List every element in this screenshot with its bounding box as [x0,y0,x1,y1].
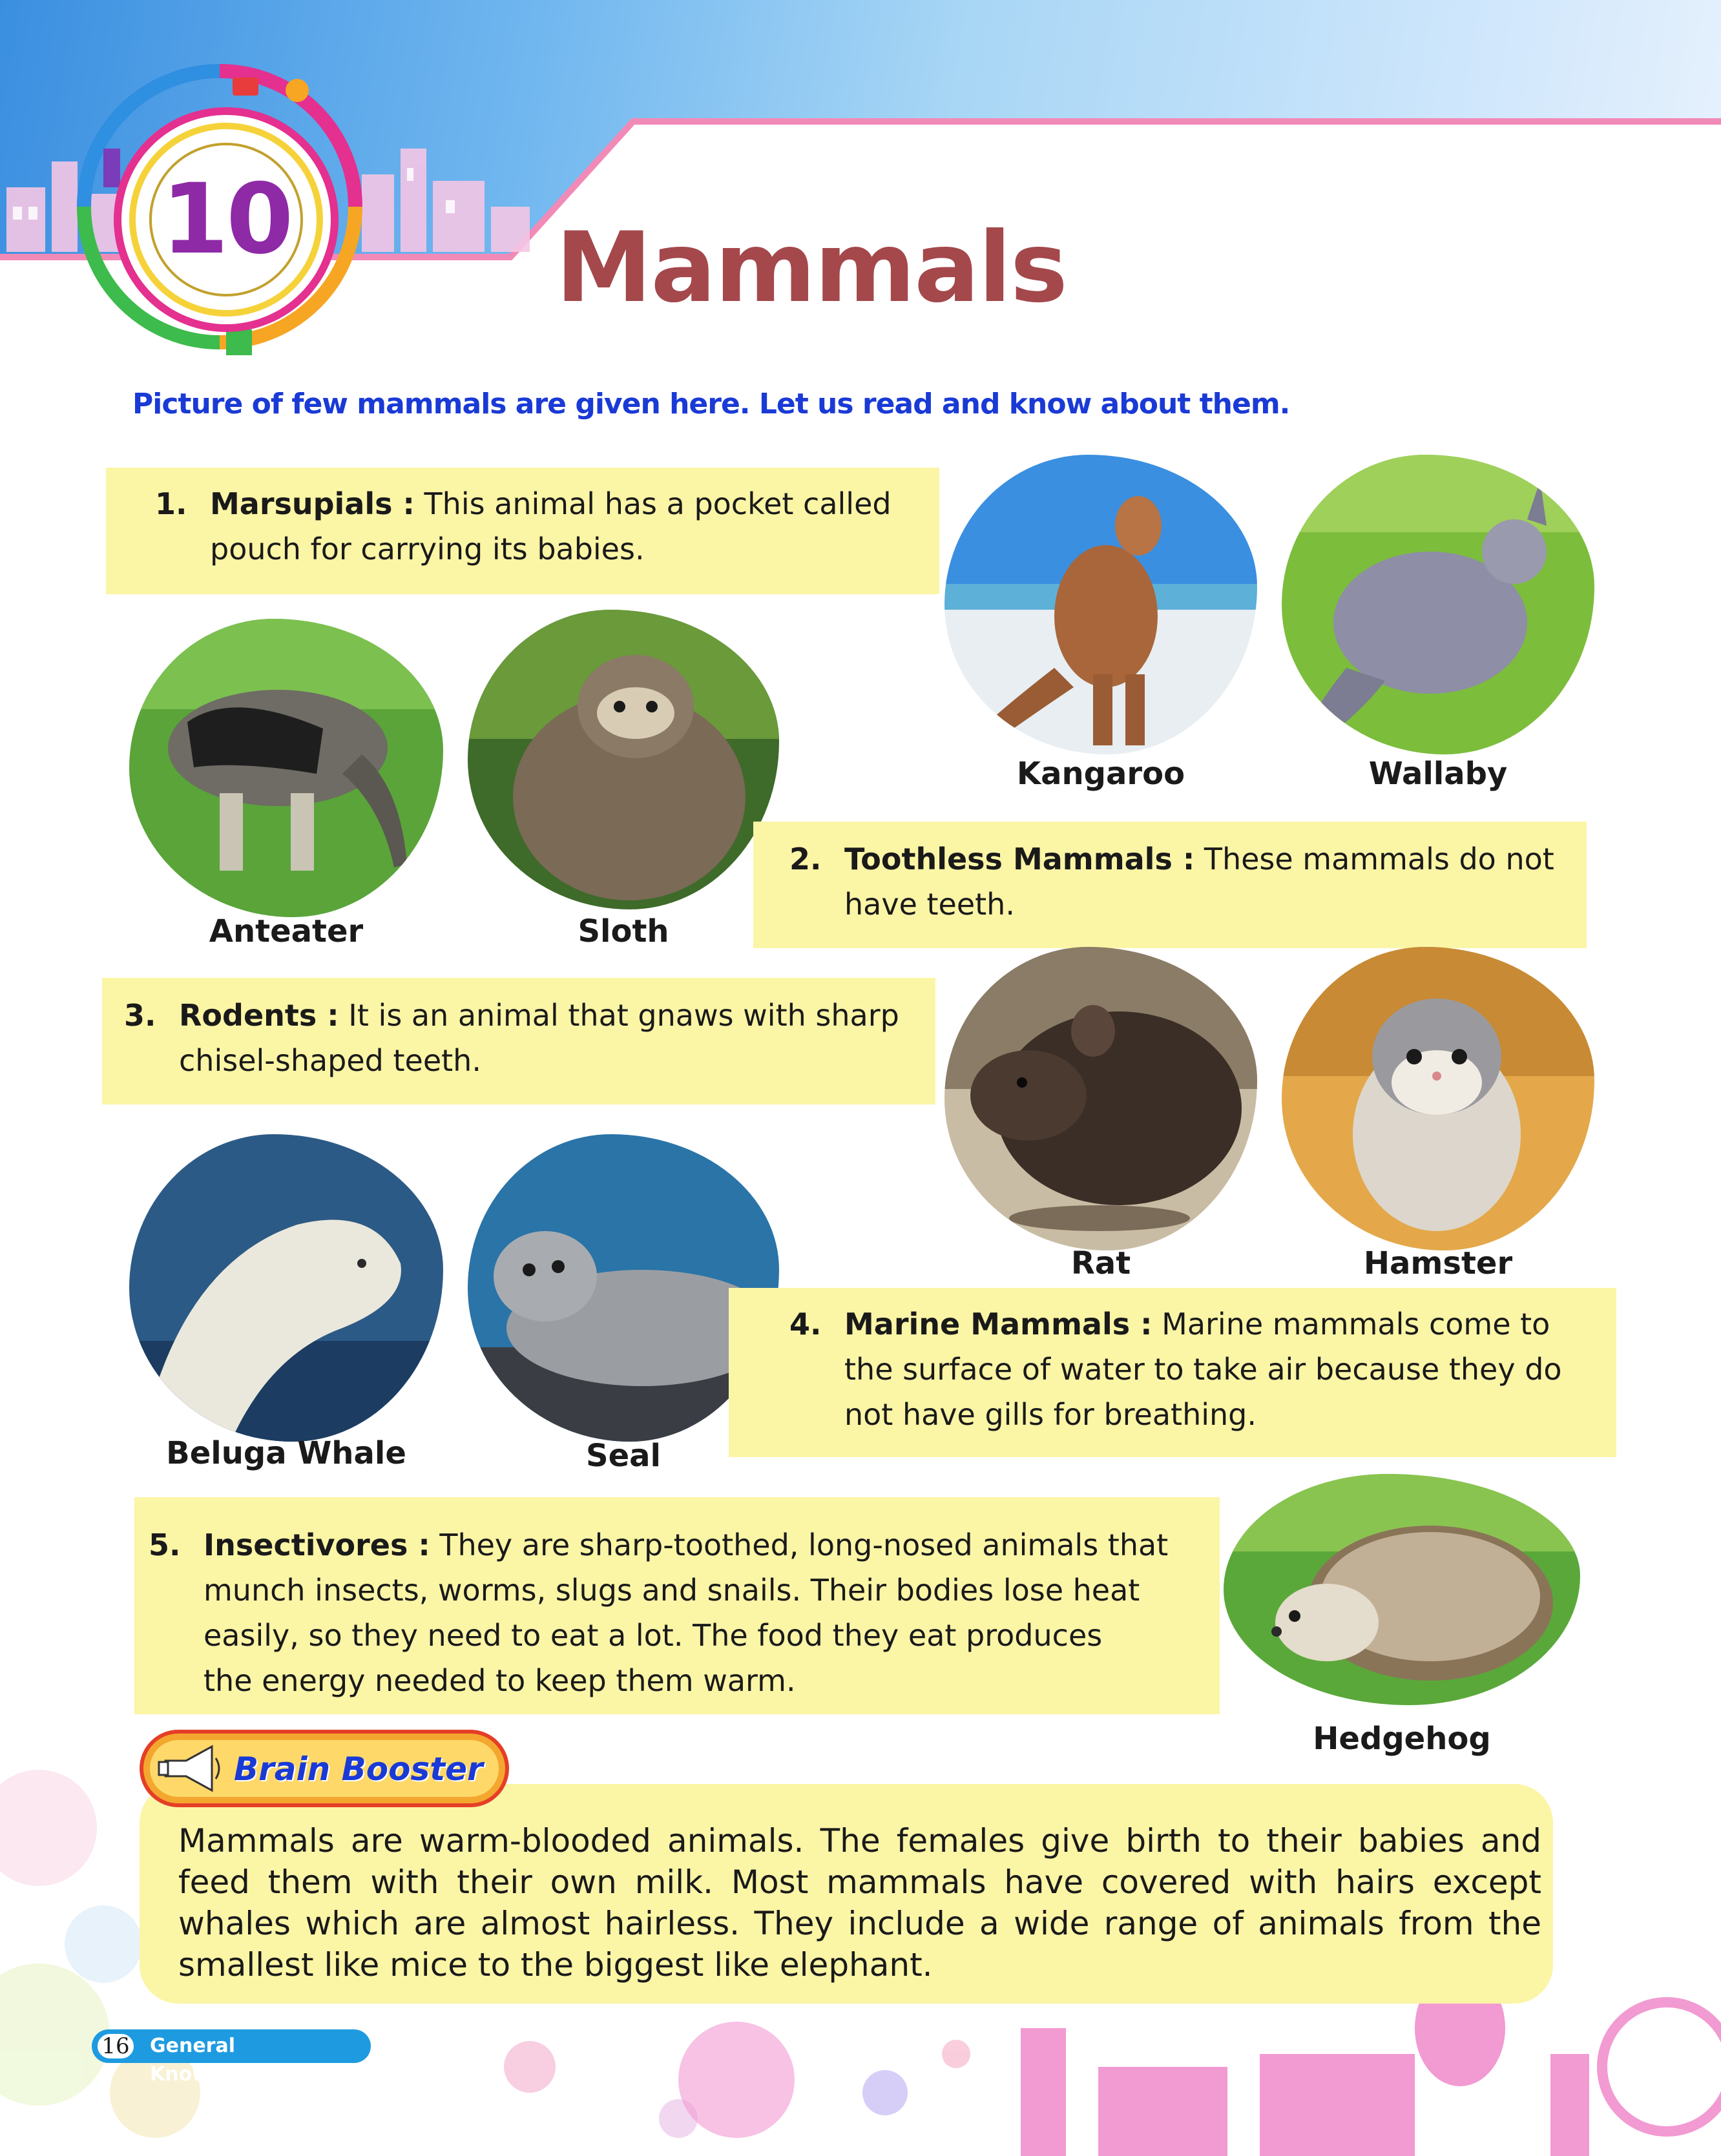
section-term: Toothless Mammals : [844,842,1195,876]
animal-caption: Hamster [1363,1245,1513,1281]
section-marsupials [155,481,927,585]
section-number: 3. [124,998,156,1033]
section-text-line: pouch for carrying its babies. [210,532,645,566]
section-text-line: munch insects, worms, slugs and snails. Their bodies lose heat [203,1573,1140,1608]
sloth-photo [468,610,779,909]
animal-caption: Rat [1070,1245,1131,1281]
beluga-whale-photo [129,1134,443,1442]
section-text-line: These mammals do not [1194,842,1554,876]
brain-booster-label: Brain Booster [234,1750,483,1788]
section-text-line: chisel-shaped teeth. [179,1043,481,1078]
section-text-line: This animal has a pocket called [414,486,892,521]
section-text-line: It is an animal that gnaws with sharp [339,998,899,1033]
section-number: 1. [155,486,187,521]
section-text-line: easily, so they need to eat a lot. The food they eat produces [203,1618,1103,1653]
section-insectivores [149,1522,1208,1710]
section-text-line: They are sharp-toothed, long-nosed animals that [430,1528,1169,1562]
page-title: Mammals [556,212,1067,324]
page-number: 16 [96,2032,136,2060]
hamster-photo [1282,947,1594,1250]
section-term: Marsupials : [210,486,415,521]
section-rodents [124,993,925,1096]
section-toothless [789,836,1571,940]
section-text-line: the surface of water to take air because they do [844,1352,1562,1387]
rat-photo [944,947,1257,1250]
section-term: Insectivores : [203,1528,430,1562]
section-text-line: Marine mammals come to [1152,1307,1550,1342]
intro-text: Picture of few mammals are given here. Let us read and know about them. [132,388,1290,420]
brain-booster-badge [140,1730,509,1807]
animal-caption: Hedgehog [1313,1721,1491,1757]
section-number: 2. [789,842,822,876]
section-term: Marine Mammals : [844,1307,1153,1342]
brain-booster-text: Mammals are warm-blooded animals. The females give birth to their babies and feed them with their own milk. Most mammals have covered with hairs except whales which are almost hairless. They include a wide range of animals from the smallest like mice to the biggest like elephant. [178,1822,1541,1984]
wallaby-photo [1282,455,1594,754]
animal-caption: Anteater [209,913,364,949]
section-text-line: not have gills for breathing. [844,1397,1257,1432]
book-title: General Knowledge-6 [150,2035,293,2086]
section-term: Rodents : [179,998,339,1033]
section-number: 4. [789,1307,822,1342]
animal-caption: Wallaby [1368,756,1508,792]
kangaroo-photo [944,455,1257,754]
animal-caption: Beluga Whale [166,1435,406,1471]
hedgehog-photo [1224,1474,1580,1705]
section-number: 5. [149,1528,181,1562]
animal-caption: Seal [586,1438,661,1474]
chapter-number: 10 [149,143,303,296]
chapter-badge [129,123,323,316]
megaphone-icon [154,1743,225,1794]
animal-caption: Kangaroo [1016,756,1185,792]
anteater-photo [129,619,443,917]
section-text-line: have teeth. [844,887,1015,922]
section-marine [789,1301,1603,1444]
animal-caption: Sloth [578,913,669,949]
section-text-line: the energy needed to keep them warm. [203,1663,796,1698]
